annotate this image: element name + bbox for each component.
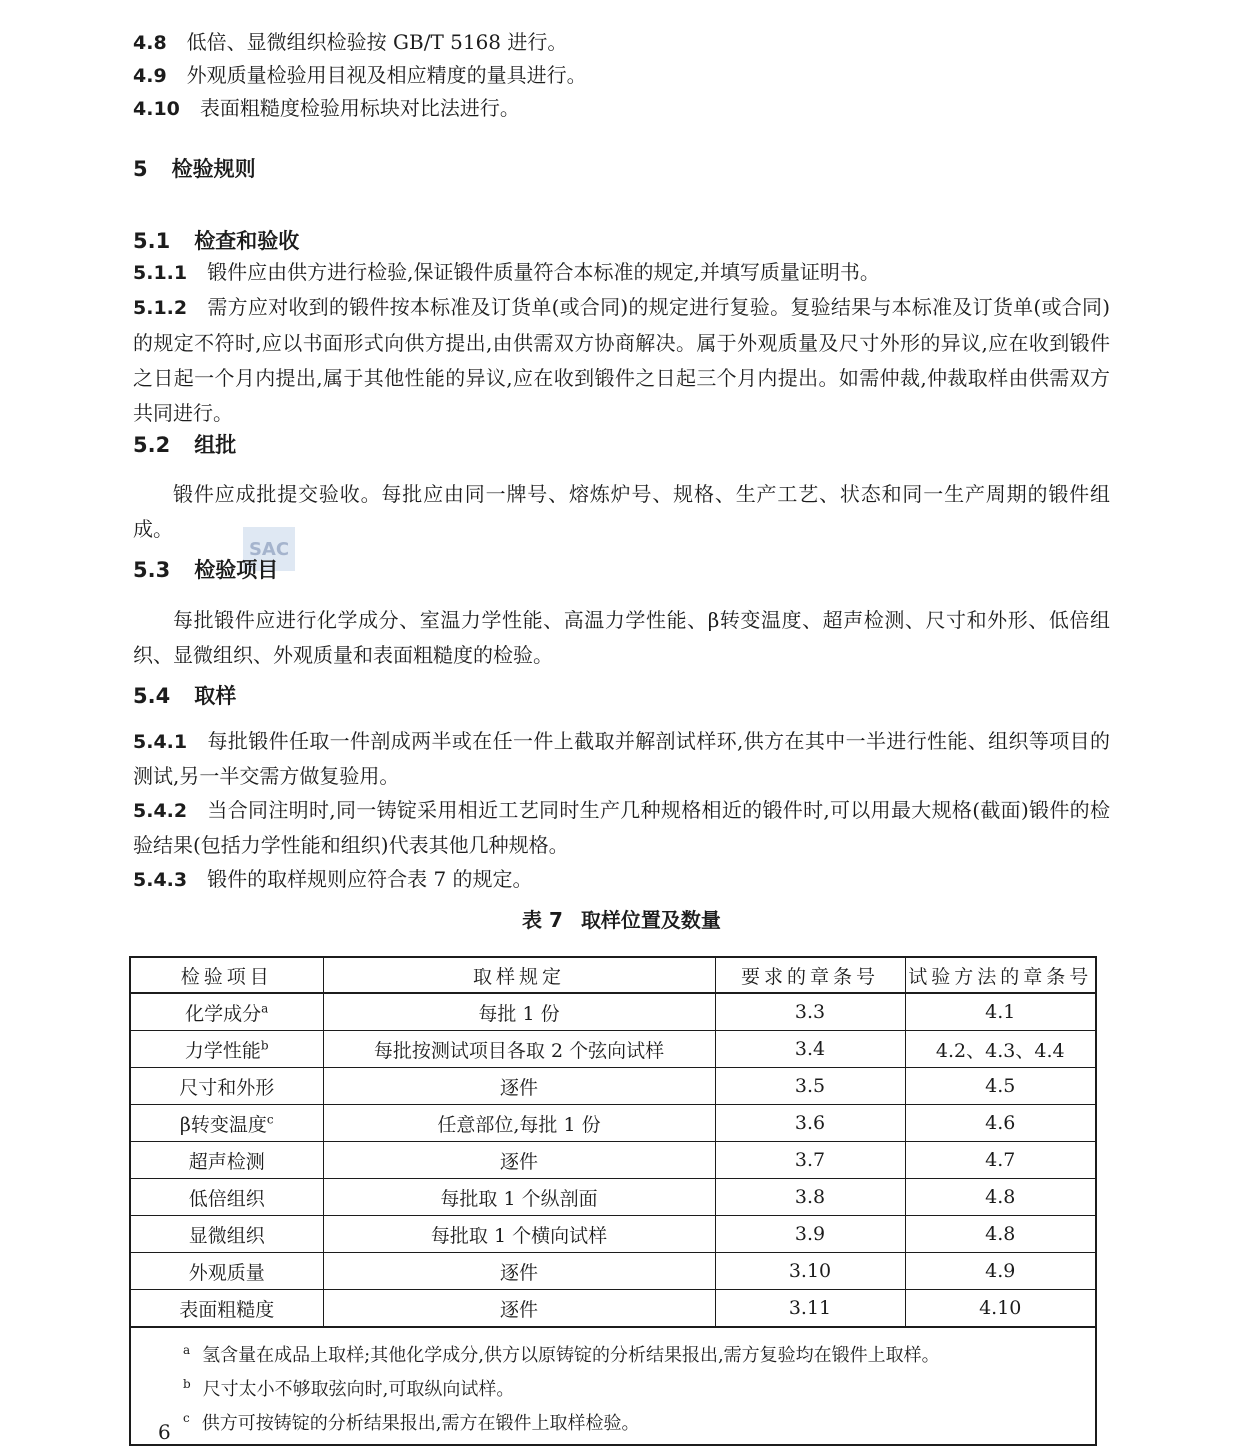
paragraph-5-2: 锻件应成批提交验收。每批应由同一牌号、熔炼炉号、规格、生产工艺、状态和同一生产周期的锻件组成。 bbox=[133, 482, 1110, 541]
cell-item: 外观质量 bbox=[130, 1253, 323, 1290]
cell-sampling: 逐件 bbox=[323, 1253, 715, 1290]
table-row bbox=[130, 1290, 1096, 1328]
footnote-a bbox=[183, 1336, 1081, 1370]
column-header-sampling-rule: 取样规定 bbox=[323, 957, 715, 993]
cell-method: 4.8 bbox=[905, 1216, 1096, 1253]
footnote-text: 氢含量在成品上取样;其他化学成分,供方以原铸锭的分析结果报出,需方复验均在锻件上取样。 bbox=[202, 1345, 940, 1366]
table-7-name: 取样位置及数量 bbox=[580, 908, 721, 932]
cell-requirement: 3.11 bbox=[715, 1290, 905, 1328]
column-header-requirement-clause: 要求的章条号 bbox=[715, 957, 905, 993]
table-row bbox=[130, 1068, 1096, 1105]
clause-4-9 bbox=[133, 59, 1110, 92]
table-footnotes-row bbox=[130, 1327, 1096, 1445]
section-number: 5.1 bbox=[133, 229, 171, 253]
cell-sampling: 每批取 1 个纵剖面 bbox=[323, 1179, 715, 1216]
footnote-ref: b bbox=[260, 1038, 269, 1053]
cell-sampling: 逐件 bbox=[323, 1290, 715, 1328]
cell-sampling: 逐件 bbox=[323, 1142, 715, 1179]
clause-number: 5.1.2 bbox=[133, 297, 188, 319]
cell-method: 4.8 bbox=[905, 1179, 1096, 1216]
paragraph-5-3: 每批锻件应进行化学成分、室温力学性能、高温力学性能、β转变温度、超声检测、尺寸和外形、低倍组织、显微组织、外观质量和表面粗糙度的检验。 bbox=[133, 608, 1110, 667]
section-5-2-heading bbox=[133, 431, 1110, 459]
footnote-ref: c bbox=[266, 1112, 274, 1127]
cell-sampling: 每批按测试项目各取 2 个弦向试样 bbox=[323, 1031, 715, 1068]
cell-requirement: 3.9 bbox=[715, 1216, 905, 1253]
table-row bbox=[130, 1031, 1096, 1068]
footnote-marker: a bbox=[183, 1343, 191, 1357]
section-5-1-heading bbox=[133, 227, 1110, 255]
table-row bbox=[130, 993, 1096, 1031]
section-title: 组批 bbox=[194, 433, 237, 457]
page-number: 6 bbox=[158, 1420, 171, 1444]
cell-requirement: 3.8 bbox=[715, 1179, 905, 1216]
cell-requirement: 3.10 bbox=[715, 1253, 905, 1290]
section-5-3-heading bbox=[133, 556, 1110, 584]
cell-item: 低倍组织 bbox=[130, 1179, 323, 1216]
clause-5-4-3 bbox=[133, 862, 1110, 897]
table-row bbox=[130, 1216, 1096, 1253]
section-number: 5.2 bbox=[133, 433, 171, 457]
page-content bbox=[133, 26, 1110, 1446]
cell-method: 4.10 bbox=[905, 1290, 1096, 1328]
clause-number: 5.4.1 bbox=[133, 731, 188, 753]
table-footnotes bbox=[130, 1327, 1096, 1445]
section-5-heading bbox=[133, 155, 1110, 183]
clause-text: 表面粗糙度检验用标块对比法进行。 bbox=[199, 96, 520, 120]
cell-method: 4.9 bbox=[905, 1253, 1096, 1290]
clause-5-4-1 bbox=[133, 724, 1110, 793]
section-5-4-heading bbox=[133, 682, 1110, 710]
cell-method: 4.7 bbox=[905, 1142, 1096, 1179]
cell-requirement: 3.6 bbox=[715, 1105, 905, 1142]
clause-number: 5.1.1 bbox=[133, 262, 188, 284]
cell-sampling: 任意部位,每批 1 份 bbox=[323, 1105, 715, 1142]
section-number: 5.4 bbox=[133, 684, 171, 708]
footnote-text: 供方可按铸锭的分析结果报出,需方在锻件上取样检验。 bbox=[201, 1413, 640, 1434]
cell-requirement: 3.7 bbox=[715, 1142, 905, 1179]
column-header-inspection-item: 检验项目 bbox=[130, 957, 323, 993]
column-header-test-method-clause: 试验方法的章条号 bbox=[905, 957, 1096, 993]
table-row bbox=[130, 1179, 1096, 1216]
clause-number: 4.10 bbox=[133, 98, 180, 120]
cell-requirement: 3.3 bbox=[715, 993, 905, 1031]
clause-number: 4.8 bbox=[133, 32, 167, 54]
clause-5-1-2 bbox=[133, 290, 1110, 431]
cell-item: 超声检测 bbox=[130, 1142, 323, 1179]
clause-text: 锻件的取样规则应符合表 7 的规定。 bbox=[207, 867, 533, 891]
table-7-title bbox=[133, 906, 1110, 934]
section-number: 5 bbox=[133, 157, 148, 181]
clause-number: 4.9 bbox=[133, 65, 167, 87]
cell-requirement: 3.4 bbox=[715, 1031, 905, 1068]
section-number: 5.3 bbox=[133, 558, 171, 582]
cell-method: 4.6 bbox=[905, 1105, 1096, 1142]
footnote-ref: a bbox=[261, 1001, 269, 1016]
cell-item: 显微组织 bbox=[130, 1216, 323, 1253]
cell-item: 化学成分$^a$ bbox=[130, 993, 323, 1031]
table-7-label: 表 7 bbox=[522, 908, 563, 932]
clause-text: 每批锻件任取一件剖成两半或在任一件上截取并解剖试样环,供方在其中一半进行性能、组织等项目的测试,另一半交需方做复验用。 bbox=[133, 729, 1110, 788]
cell-requirement: 3.5 bbox=[715, 1068, 905, 1105]
footnote-b bbox=[183, 1370, 1081, 1404]
table-row bbox=[130, 1253, 1096, 1290]
clause-5-1-1 bbox=[133, 255, 1110, 290]
sac-watermark: SAC bbox=[243, 527, 295, 571]
footnote-text: 尺寸太小不够取弦向时,可取纵向试样。 bbox=[202, 1379, 515, 1400]
table-row bbox=[130, 1142, 1096, 1179]
clause-number: 5.4.3 bbox=[133, 869, 188, 891]
clause-4-8 bbox=[133, 26, 1110, 59]
section-title: 检验项目 bbox=[194, 558, 279, 582]
clause-text: 当合同注明时,同一铸锭采用相近工艺同时生产几种规格相近的锻件时,可以用最大规格(截面)锻件的检验结果(包括力学性能和组织)代表其他几种规格。 bbox=[133, 798, 1110, 857]
table-header-row bbox=[130, 957, 1096, 993]
clause-text: 低倍、显微组织检验按 GB/T 5168 进行。 bbox=[186, 30, 568, 54]
cell-item: 力学性能$^b$ bbox=[130, 1031, 323, 1068]
cell-item: 表面粗糙度 bbox=[130, 1290, 323, 1328]
section-title: 检查和验收 bbox=[194, 229, 300, 253]
footnote-marker: c bbox=[183, 1411, 190, 1425]
cell-item: 尺寸和外形 bbox=[130, 1068, 323, 1105]
clause-text: 需方应对收到的锻件按本标准及订货单(或合同)的规定进行复验。复验结果与本标准及订货单(或合同)的规定不符时,应以书面形式向供方提出,由供需双方协商解决。属于外观质量及尺寸外形的异议,应在收到锻件之日起一个月内提出,属于其他性能的异议,应在收到锻件之日起三个月内提出。如需仲裁,仲裁取样由供需双方共同进行。 bbox=[133, 295, 1110, 425]
section-title: 检验规则 bbox=[171, 157, 256, 181]
clause-4-10 bbox=[133, 92, 1110, 125]
clause-5-4-2 bbox=[133, 793, 1110, 862]
cell-sampling: 每批 1 份 bbox=[323, 993, 715, 1031]
cell-method: 4.1 bbox=[905, 993, 1096, 1031]
table-7 bbox=[129, 956, 1097, 1446]
cell-item: β转变温度$^c$ bbox=[130, 1105, 323, 1142]
cell-method: 4.2、4.3、4.4 bbox=[905, 1031, 1096, 1068]
cell-sampling: 每批取 1 个横向试样 bbox=[323, 1216, 715, 1253]
footnote-c bbox=[183, 1404, 1081, 1438]
clause-number: 5.4.2 bbox=[133, 800, 188, 822]
table-row bbox=[130, 1105, 1096, 1142]
clause-text: 外观质量检验用目视及相应精度的量具进行。 bbox=[186, 63, 587, 87]
cell-method: 4.5 bbox=[905, 1068, 1096, 1105]
section-title: 取样 bbox=[194, 684, 237, 708]
cell-sampling: 逐件 bbox=[323, 1068, 715, 1105]
footnote-marker: b bbox=[183, 1377, 191, 1391]
clause-text: 锻件应由供方进行检验,保证锻件质量符合本标准的规定,并填写质量证明书。 bbox=[207, 260, 880, 284]
